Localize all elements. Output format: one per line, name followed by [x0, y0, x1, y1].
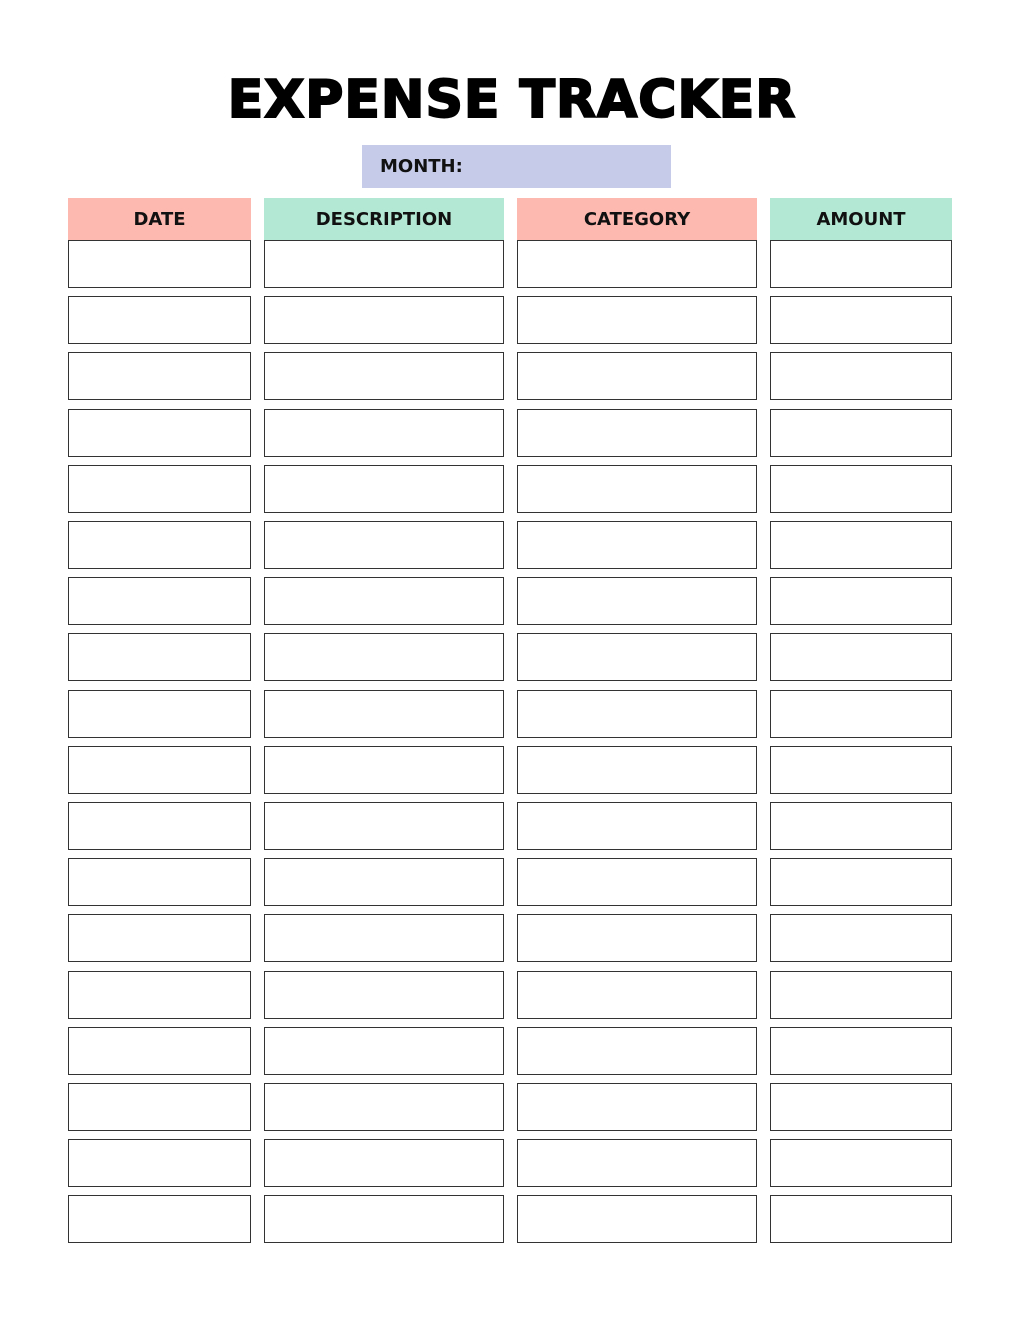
- column-description: [264, 198, 504, 240]
- cell-category[interactable]: [517, 1027, 757, 1075]
- cell-amount[interactable]: [770, 633, 952, 681]
- cell-category[interactable]: [517, 1083, 757, 1131]
- cell-description[interactable]: [264, 858, 504, 906]
- cell-amount[interactable]: [770, 1027, 952, 1075]
- column-header-description: DESCRIPTION: [264, 198, 504, 240]
- cell-category[interactable]: [517, 521, 757, 569]
- cell-date[interactable]: [68, 802, 251, 850]
- cell-description[interactable]: [264, 1083, 504, 1131]
- column-header-amount: AMOUNT: [770, 198, 952, 240]
- page-title: EXPENSE TRACKER: [227, 70, 797, 130]
- cell-description[interactable]: [264, 240, 504, 288]
- cell-category[interactable]: [517, 1139, 757, 1187]
- month-label: MONTH:: [380, 156, 463, 177]
- cell-category[interactable]: [517, 296, 757, 344]
- cell-description[interactable]: [264, 409, 504, 457]
- month-field[interactable]: [362, 145, 671, 188]
- column-date: [68, 198, 251, 240]
- cell-date[interactable]: [68, 971, 251, 1019]
- cell-date[interactable]: [68, 858, 251, 906]
- cell-description[interactable]: [264, 914, 504, 962]
- cell-category[interactable]: [517, 914, 757, 962]
- cell-description[interactable]: [264, 1195, 504, 1243]
- cell-amount[interactable]: [770, 352, 952, 400]
- cell-amount[interactable]: [770, 914, 952, 962]
- cell-amount[interactable]: [770, 240, 952, 288]
- cell-category[interactable]: [517, 746, 757, 794]
- cell-date[interactable]: [68, 352, 251, 400]
- cell-date[interactable]: [68, 690, 251, 738]
- cell-amount[interactable]: [770, 858, 952, 906]
- cell-description[interactable]: [264, 746, 504, 794]
- cell-description[interactable]: [264, 465, 504, 513]
- cell-amount[interactable]: [770, 296, 952, 344]
- cell-category[interactable]: [517, 690, 757, 738]
- cell-date[interactable]: [68, 914, 251, 962]
- column-header-category: CATEGORY: [517, 198, 757, 240]
- cell-category[interactable]: [517, 352, 757, 400]
- cell-date[interactable]: [68, 1139, 251, 1187]
- cell-date[interactable]: [68, 296, 251, 344]
- cell-date[interactable]: [68, 1195, 251, 1243]
- cell-description[interactable]: [264, 1139, 504, 1187]
- cell-amount[interactable]: [770, 521, 952, 569]
- cell-category[interactable]: [517, 1195, 757, 1243]
- cell-description[interactable]: [264, 633, 504, 681]
- cell-date[interactable]: [68, 633, 251, 681]
- cell-category[interactable]: [517, 802, 757, 850]
- cell-category[interactable]: [517, 971, 757, 1019]
- cell-category[interactable]: [517, 240, 757, 288]
- cell-description[interactable]: [264, 296, 504, 344]
- cell-amount[interactable]: [770, 802, 952, 850]
- cell-amount[interactable]: [770, 1195, 952, 1243]
- cell-description[interactable]: [264, 1027, 504, 1075]
- cell-amount[interactable]: [770, 971, 952, 1019]
- cell-amount[interactable]: [770, 746, 952, 794]
- cell-date[interactable]: [68, 1027, 251, 1075]
- cell-description[interactable]: [264, 352, 504, 400]
- cell-description[interactable]: [264, 802, 504, 850]
- cell-date[interactable]: [68, 746, 251, 794]
- cell-amount[interactable]: [770, 1083, 952, 1131]
- cell-description[interactable]: [264, 577, 504, 625]
- cell-date[interactable]: [68, 1083, 251, 1131]
- cell-category[interactable]: [517, 577, 757, 625]
- cell-category[interactable]: [517, 409, 757, 457]
- cell-date[interactable]: [68, 521, 251, 569]
- cell-date[interactable]: [68, 409, 251, 457]
- cell-amount[interactable]: [770, 690, 952, 738]
- cell-amount[interactable]: [770, 465, 952, 513]
- column-category: [517, 198, 757, 240]
- cell-date[interactable]: [68, 240, 251, 288]
- cell-amount[interactable]: [770, 577, 952, 625]
- cell-date[interactable]: [68, 577, 251, 625]
- cell-category[interactable]: [517, 858, 757, 906]
- column-amount: [770, 198, 952, 240]
- cell-description[interactable]: [264, 690, 504, 738]
- cell-category[interactable]: [517, 465, 757, 513]
- column-header-date: DATE: [68, 198, 251, 240]
- cell-date[interactable]: [68, 465, 251, 513]
- cell-amount[interactable]: [770, 409, 952, 457]
- cell-amount[interactable]: [770, 1139, 952, 1187]
- cell-description[interactable]: [264, 521, 504, 569]
- cell-description[interactable]: [264, 971, 504, 1019]
- cell-category[interactable]: [517, 633, 757, 681]
